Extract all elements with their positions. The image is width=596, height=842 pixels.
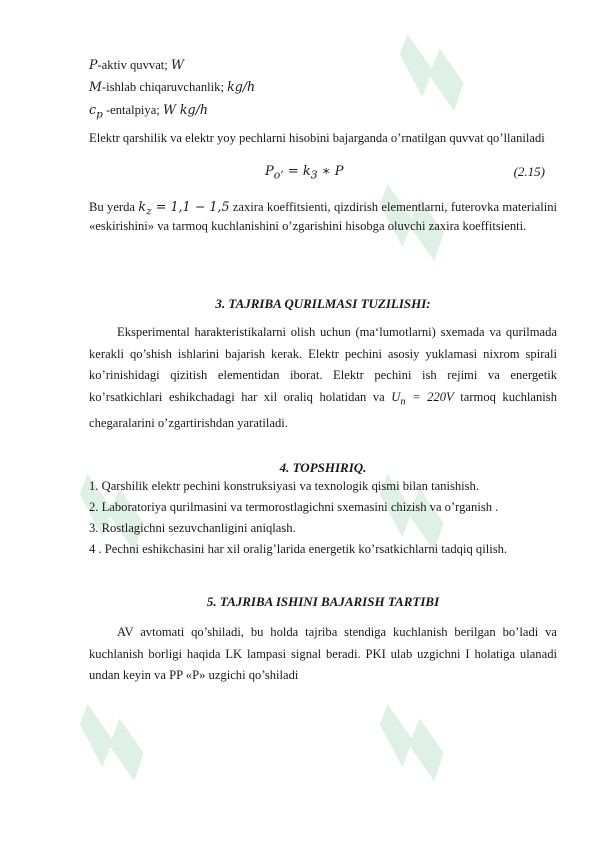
list-item: 4 . Pechni eshikchasini har xil oralig’larida energetik ko’rsatkichlarni tadqiq qilish. bbox=[89, 542, 508, 556]
section-5-title: 5. TAJRIBA ISHINI BAJARISH TARTIBI bbox=[206, 594, 440, 609]
equation-formula: $P_{o’} = k_3$ ∗ P bbox=[265, 164, 344, 182]
watermark-logo-icon bbox=[360, 680, 480, 800]
section-3-title: 3. TAJRIBA QURILMASI TUZILISHI: bbox=[215, 296, 431, 311]
watermark-logo-icon bbox=[60, 680, 180, 800]
coefficient-note: Bu yerda $k_z = 1,1 - 1,5$ zaxira koeffitsienti, qizdirish elementlarni, futerovka materialini «eskirishini» va tarmoq kuchlanishini o’zgarishini hisobga oluvchi zaxira koeffitsienti. bbox=[89, 199, 557, 234]
equation-2-15 bbox=[89, 164, 557, 182]
section-5-body: AV avtomati qo’shiladi, bu holda tajriba stendiga kuchlanish berilgan bo’ladi va kuchlanish borligi haqida LK lampasi signal beradi. PKI ulab uzgichni I holatiga ulanadi undan keyin va PP «P» uzgichi qo’shiladi bbox=[89, 625, 557, 683]
intro-paragraph: Elektr qarshilik va elektr yoy pechlarni hisobini bajarganda o’rnatilgan quvvat qo’llaniladi bbox=[89, 131, 545, 145]
definition-power: P-aktiv quvvat; W bbox=[89, 57, 184, 72]
task-list bbox=[89, 476, 569, 560]
list-item: 3. Rostlagichni sezuvchanligini aniqlash. bbox=[89, 521, 296, 535]
equation-number: (2.15) bbox=[513, 164, 545, 179]
list-item: 2. Laboratoriya qurilmasini va termorostlagichni sxemasini chizish va o’rganish . bbox=[89, 500, 499, 514]
definition-enthalpy: $c_p$ -entalpiya; W kg/h bbox=[89, 102, 208, 121]
section-3-body: Eksperimental harakteristikalarni olish uchun (ma‘lumotlarni) sxemada va qurilmada kerakli qo’shish ishlarini bajarish kerak. Elektr pechini asosiy yuklamasi nixrom spirali ko’rinishidagi qizitish elementidan iborat. Elektr pechini ish rejimi va energetik ko’rsatkichlari eshikchadagi har xil oraliq holatidan va $U_n = 220V$ tarmoq kuchlanish chegaralarini o’zgartirishdan yaratiladi. bbox=[89, 325, 557, 430]
list-item: 1. Qarshilik elektr pechini konstruksiyasi va texnologik qismi bilan tanishish. bbox=[89, 479, 480, 493]
section-4-title: 4. TOPSHIRIQ. bbox=[279, 460, 367, 475]
definition-productivity: M-ishlab chiqaruvchanlik; kg/h bbox=[89, 79, 256, 94]
